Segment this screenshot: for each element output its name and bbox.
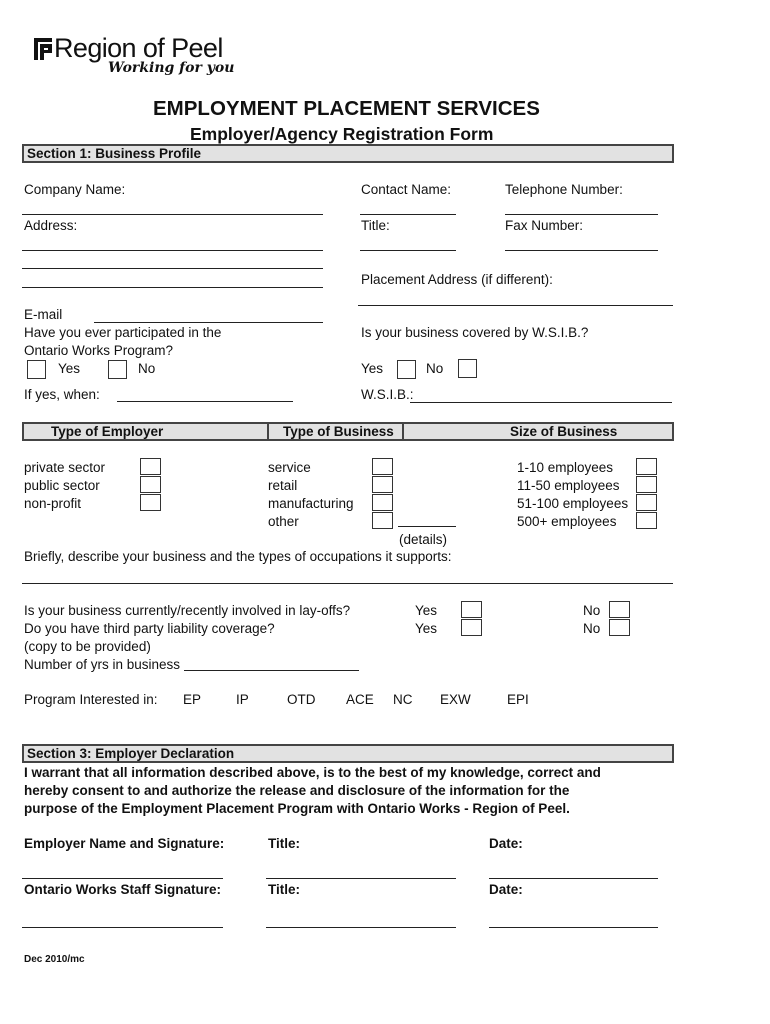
details-label: (details) bbox=[399, 532, 448, 547]
section-3-header bbox=[22, 744, 674, 763]
program-ip[interactable]: IP bbox=[236, 692, 249, 707]
size-11-50: 11-50 employees bbox=[517, 478, 620, 493]
wsib-yes-label: Yes bbox=[361, 361, 384, 376]
program-epi[interactable]: EPI bbox=[507, 692, 529, 707]
size-1-10-checkbox[interactable] bbox=[636, 458, 657, 475]
employer-type-nonprofit: non-profit bbox=[24, 496, 82, 511]
header-divider-1 bbox=[267, 424, 269, 439]
business-type-manufacturing: manufacturing bbox=[268, 496, 354, 511]
other-checkbox[interactable] bbox=[372, 512, 393, 529]
form-title: EMPLOYMENT PLACEMENT SERVICES bbox=[153, 97, 540, 120]
declaration-line-1: I warrant that all information described above, is to the best of my knowledge, correct and bbox=[24, 765, 601, 780]
staff-signature-line[interactable] bbox=[22, 927, 223, 928]
employer-date-label: Date: bbox=[489, 836, 523, 851]
contact-name-line[interactable] bbox=[360, 214, 456, 215]
declaration-line-2: hereby consent to and authorize the release and disclosure of the information for the bbox=[24, 783, 570, 798]
staff-date-line[interactable] bbox=[489, 927, 658, 928]
wsib-number-label: W.S.I.B.: bbox=[361, 387, 414, 402]
ow-yes-label: Yes bbox=[58, 361, 81, 376]
manufacturing-checkbox[interactable] bbox=[372, 494, 393, 511]
business-type-service: service bbox=[268, 460, 311, 475]
program-ace[interactable]: ACE bbox=[346, 692, 374, 707]
if-yes-when-label: If yes, when: bbox=[24, 387, 100, 402]
liability-question: Do you have third party liability coverage? bbox=[24, 621, 275, 636]
years-in-business-line[interactable] bbox=[184, 670, 359, 671]
program-otd[interactable]: OTD bbox=[287, 692, 316, 707]
business-type-retail: retail bbox=[268, 478, 298, 493]
wsib-no-label: No bbox=[426, 361, 444, 376]
employer-signature-line[interactable] bbox=[22, 878, 223, 879]
email-label: E-mail bbox=[24, 307, 63, 322]
form-subtitle: Employer/Agency Registration Form bbox=[190, 124, 494, 144]
address-line-3[interactable] bbox=[22, 287, 323, 288]
liability-yes-label: Yes bbox=[415, 621, 438, 636]
ow-yes-checkbox[interactable] bbox=[27, 360, 46, 379]
wsib-question: Is your business covered by W.S.I.B.? bbox=[361, 325, 589, 340]
program-nc[interactable]: NC bbox=[393, 692, 413, 707]
liability-yes-checkbox[interactable] bbox=[461, 619, 482, 636]
business-type-header bbox=[22, 422, 674, 441]
employer-signature-label: Employer Name and Signature: bbox=[24, 836, 225, 851]
layoffs-no-checkbox[interactable] bbox=[609, 601, 630, 618]
email-line[interactable] bbox=[94, 322, 323, 323]
employer-title-line[interactable] bbox=[266, 878, 456, 879]
declaration-line-3: purpose of the Employment Placement Program with Ontario Works - Region of Peel. bbox=[24, 801, 570, 816]
size-51-100: 51-100 employees bbox=[517, 496, 629, 511]
describe-business-line[interactable] bbox=[22, 583, 673, 584]
address-line-2[interactable] bbox=[22, 268, 323, 269]
layoffs-yes-checkbox[interactable] bbox=[461, 601, 482, 618]
ow-no-label: No bbox=[138, 361, 156, 376]
private-sector-checkbox[interactable] bbox=[140, 458, 161, 475]
retail-checkbox[interactable] bbox=[372, 476, 393, 493]
employer-title-label: Title: bbox=[268, 836, 301, 851]
size-500-plus: 500+ employees bbox=[517, 514, 617, 529]
title-line[interactable] bbox=[360, 250, 456, 251]
layoffs-question: Is your business currently/recently involved in lay-offs? bbox=[24, 603, 351, 618]
ow-question-line-1: Have you ever participated in the bbox=[24, 325, 222, 340]
employer-type-private: private sector bbox=[24, 460, 106, 475]
fax-label: Fax Number: bbox=[505, 218, 584, 233]
if-yes-when-line[interactable] bbox=[117, 401, 293, 402]
company-name-label: Company Name: bbox=[24, 182, 126, 197]
layoffs-yes-label: Yes bbox=[415, 603, 438, 618]
header-divider-2 bbox=[402, 424, 404, 439]
staff-title-line[interactable] bbox=[266, 927, 456, 928]
company-name-line[interactable] bbox=[22, 214, 323, 215]
wsib-number-line[interactable] bbox=[410, 402, 672, 403]
employer-type-public: public sector bbox=[24, 478, 100, 493]
copy-note: (copy to be provided) bbox=[24, 639, 151, 654]
staff-signature-label: Ontario Works Staff Signature: bbox=[24, 882, 222, 897]
type-of-employer-heading: Type of Employer bbox=[51, 424, 164, 439]
employer-date-line[interactable] bbox=[489, 878, 658, 879]
size-51-100-checkbox[interactable] bbox=[636, 494, 657, 511]
section-1-header bbox=[22, 144, 674, 163]
liability-no-label: No bbox=[583, 621, 601, 636]
section-3-title: Section 3: Employer Declaration bbox=[27, 746, 235, 761]
ow-question-line-2: Ontario Works Program? bbox=[24, 343, 174, 358]
logo-wordmark: Region of Peel bbox=[54, 33, 223, 63]
years-in-business-label: Number of yrs in business bbox=[24, 657, 181, 672]
size-1-10: 1-10 employees bbox=[517, 460, 614, 475]
peel-logo-icon bbox=[34, 38, 54, 60]
layoffs-no-label: No bbox=[583, 603, 601, 618]
business-type-other: other bbox=[268, 514, 299, 529]
placement-address-line[interactable] bbox=[358, 305, 673, 306]
ow-no-checkbox[interactable] bbox=[108, 360, 127, 379]
describe-business-label: Briefly, describe your business and the types of occupations it supports: bbox=[24, 549, 452, 564]
size-500-plus-checkbox[interactable] bbox=[636, 512, 657, 529]
size-11-50-checkbox[interactable] bbox=[636, 476, 657, 493]
address-line-1[interactable] bbox=[22, 250, 323, 251]
section-1-title: Section 1: Business Profile bbox=[27, 146, 202, 161]
program-interested-label: Program Interested in: bbox=[24, 692, 158, 707]
revision-note: Dec 2010/mc bbox=[24, 954, 85, 965]
program-ep[interactable]: EP bbox=[183, 692, 202, 707]
contact-name-label: Contact Name: bbox=[361, 182, 452, 197]
wsib-no-checkbox[interactable] bbox=[458, 359, 477, 378]
size-of-business-heading: Size of Business bbox=[510, 424, 618, 439]
fax-line[interactable] bbox=[505, 250, 658, 251]
logo-tagline: Working for you bbox=[108, 60, 235, 76]
liability-no-checkbox[interactable] bbox=[609, 619, 630, 636]
wsib-yes-checkbox[interactable] bbox=[397, 360, 416, 379]
telephone-line[interactable] bbox=[505, 214, 658, 215]
placement-address-label: Placement Address (if different): bbox=[361, 272, 553, 287]
title-label: Title: bbox=[361, 218, 390, 233]
other-details-line[interactable] bbox=[398, 526, 456, 527]
program-exw[interactable]: EXW bbox=[440, 692, 471, 707]
non-profit-checkbox[interactable] bbox=[140, 494, 161, 511]
public-sector-checkbox[interactable] bbox=[140, 476, 161, 493]
service-checkbox[interactable] bbox=[372, 458, 393, 475]
telephone-label: Telephone Number: bbox=[505, 182, 623, 197]
staff-date-label: Date: bbox=[489, 882, 523, 897]
address-label: Address: bbox=[24, 218, 78, 233]
type-of-business-heading: Type of Business bbox=[283, 424, 394, 439]
staff-title-label: Title: bbox=[268, 882, 301, 897]
